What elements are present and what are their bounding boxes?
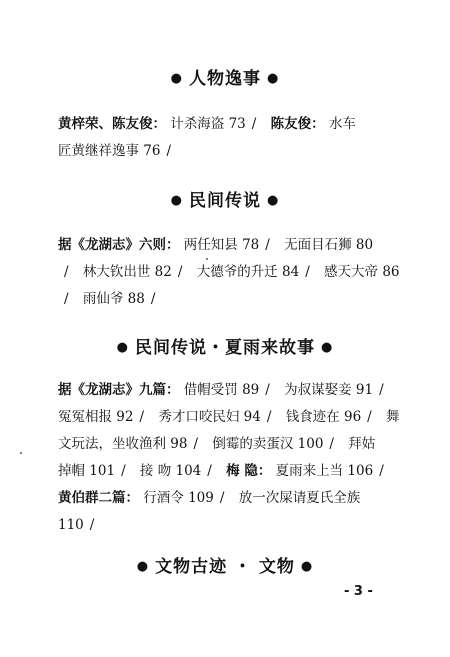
entry: 借帽受罚 89 — [183, 382, 260, 398]
source-label: 据《龙湖志》九篇： — [58, 382, 180, 398]
entry: 夏雨来上当 106 — [275, 463, 374, 479]
section-title: 民间传说 — [189, 191, 261, 211]
separator: / — [193, 436, 199, 452]
text-line — [58, 138, 406, 165]
separator: / — [139, 409, 145, 425]
entry: 两任知县 78 — [183, 237, 260, 253]
entry: 大德爷的升迁 84 — [196, 264, 300, 280]
bullet-icon: ● — [321, 340, 334, 355]
text-line — [58, 259, 406, 286]
section-heading-folk-legends — [0, 186, 450, 211]
text-line — [58, 286, 406, 313]
entry: 拜姑 — [348, 436, 376, 452]
bullet-icon: ● — [170, 71, 183, 86]
entry: 雨仙爷 88 — [82, 291, 145, 307]
author-label: 黄伯群二篇： — [58, 490, 139, 506]
text-line — [58, 404, 406, 431]
author-label: 梅 隐： — [226, 463, 272, 479]
entry: 行酒令 109 — [143, 490, 214, 506]
entry: 林大钦出世 82 — [82, 264, 172, 280]
author-label: 陈友俊： — [270, 116, 325, 132]
separator: / — [177, 264, 183, 280]
entry: 文玩法，坐收渔利 98 — [58, 436, 188, 452]
separator: / — [266, 409, 272, 425]
section-heading-relics — [0, 552, 450, 577]
text-line — [58, 485, 406, 512]
separator: / — [305, 264, 310, 280]
text-line — [58, 232, 406, 259]
section-title: 人物逸事 — [189, 69, 261, 89]
entry: 秀才口咬民妇 94 — [158, 409, 261, 425]
author-label: 黄梓荣、陈友俊： — [58, 116, 166, 132]
entry: 钱食迹在 96 — [285, 409, 362, 425]
section-title: 文物古迹 ・ 文物 — [155, 557, 295, 577]
section-heading-xia-yulai-stories — [0, 333, 450, 358]
bullet-icon: ● — [300, 559, 314, 574]
section-title: 民间传说・夏雨来故事 — [135, 338, 315, 358]
entry: 掉帽 101 — [58, 463, 116, 479]
scan-speck — [206, 258, 208, 260]
section-body-xia-yulai-stories — [58, 377, 406, 539]
entry: 110 — [58, 517, 84, 533]
text-line — [58, 458, 406, 485]
bullet-icon: ● — [116, 340, 129, 355]
text-line — [58, 512, 406, 539]
bullet-icon: ● — [170, 193, 183, 208]
separator: / — [166, 143, 172, 159]
entry: 舞 — [386, 409, 400, 425]
bullet-icon: ● — [267, 71, 280, 86]
separator: / — [121, 463, 126, 479]
separator: / — [64, 291, 69, 307]
entry: 倒霉的卖蛋汉 100 — [212, 436, 324, 452]
separator: / — [89, 517, 95, 533]
entry: 放一次屎请夏氏全族 — [238, 490, 361, 506]
section-body-folk-legends — [58, 232, 406, 313]
separator: / — [379, 382, 384, 398]
separator: / — [329, 436, 334, 452]
page-number: - 3 - — [344, 584, 373, 599]
section-heading-people-anecdotes — [0, 64, 450, 89]
separator: / — [64, 264, 69, 280]
source-label: 据《龙湖志》六则： — [58, 237, 180, 253]
separator: / — [150, 291, 156, 307]
text-line — [58, 111, 406, 138]
entry: 感天大帝 86 — [324, 264, 400, 280]
section-body-people-anecdotes — [58, 111, 406, 165]
separator: / — [207, 463, 212, 479]
separator: / — [265, 382, 270, 398]
separator: / — [219, 490, 225, 506]
separator: / — [251, 116, 257, 132]
entry: 为叔谋娶妾 91 — [284, 382, 374, 398]
entry: 匠黄继祥逸事 76 — [58, 143, 161, 159]
text-line — [58, 431, 406, 458]
scan-speck — [20, 452, 22, 454]
text-line — [58, 377, 406, 404]
bullet-icon: ● — [136, 559, 150, 574]
entry: 冤冤相报 92 — [58, 409, 134, 425]
separator: / — [379, 463, 384, 479]
entry: 计杀海盗 73 — [170, 116, 246, 132]
entry: 无面目石狮 80 — [284, 237, 374, 253]
entry: 接 吻 104 — [139, 463, 202, 479]
separator: / — [367, 409, 372, 425]
entry: 水车 — [328, 116, 356, 132]
separator: / — [265, 237, 270, 253]
bullet-icon: ● — [267, 193, 280, 208]
